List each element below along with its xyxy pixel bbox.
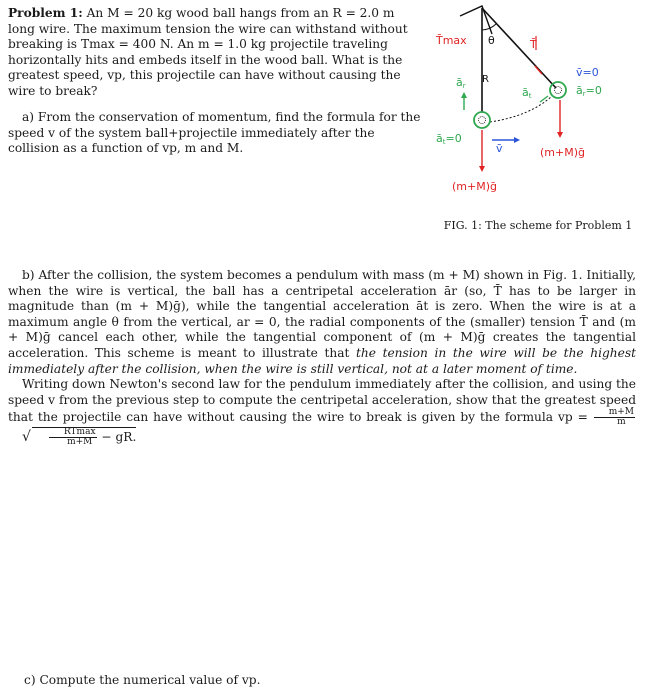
- at-zero-label: [436, 132, 462, 146]
- swung-wire: [482, 8, 556, 88]
- at-zero-value: =0: [445, 132, 462, 145]
- ceiling-support: [460, 6, 492, 34]
- ar-zero-symbol: ā: [576, 84, 583, 97]
- part-c: c) Compute the numerical value of vp.: [24, 673, 261, 687]
- part-b-paragraph-2: [8, 377, 636, 447]
- at-label: [522, 86, 532, 100]
- problem-title: Problem 1:: [8, 6, 83, 20]
- v-vec-label: v̄: [496, 142, 503, 155]
- part-b-emphasis: the tension in the wire will be the highest immediately after the collision, when the wire is still vertical, not at a later moment of time.: [8, 345, 637, 376]
- at-zero-symbol: ā: [436, 132, 443, 145]
- formula-coefficient: [594, 408, 635, 427]
- theta-label: θ: [488, 34, 495, 47]
- part-b-text-2: Writing down Newton's second law for the pendulum immediately after the collision, and using the speed v from the previous step to compute the centripetal acceleration, show that the greatest speed that the projectile can have without causing the wire to break is given by the formula vp =: [8, 377, 636, 425]
- ar-subscript: r: [462, 82, 466, 90]
- sqrt-symbol: √: [22, 428, 31, 445]
- mg-label-swung: (m+M)ḡ: [540, 146, 585, 159]
- ball-swung: [550, 82, 566, 98]
- r-label: R: [482, 74, 489, 85]
- t-vec-label: T̄: [530, 38, 537, 51]
- sqrt-body: [32, 427, 136, 447]
- part-a: a) From the conservation of momentum, find the formula for the speed v of the system ball+projectile immediately after the collision as a function of vp, m and M.: [8, 110, 421, 156]
- part-b-text: b) After the collision, the system becomes a pendulum with mass (m + M) shown in Fig. 1. Initially, when the wire is vertical, the ball has a centripetal acceleration ār (so, T̄ has to be larger in magnitude than (m + M)ḡ), while the tangential acceleration āt is zero. When the wire is at a maximum angle θ from the vertical, ar = 0, the radial components of the (smaller) tension T̄ and (m + M)ḡ cancel each other, while the tangential component of (m + M)ḡ creates the tangential acceleration. This scheme is meant to illustrate that: [8, 268, 636, 360]
- ar-symbol: ā: [456, 76, 463, 89]
- weight-arrowhead-swung: [557, 132, 563, 138]
- tmax-label: T̄max: [436, 34, 467, 47]
- ball-bottom: [474, 112, 490, 128]
- mg-label-bottom: (m+M)ḡ: [452, 180, 497, 193]
- inner-numerator: RTmax: [49, 428, 97, 438]
- coef-denominator: m: [617, 417, 626, 428]
- formula-inner: [49, 428, 97, 447]
- problem-statement: [8, 6, 424, 100]
- at-zero-subscript: t: [442, 138, 446, 146]
- figure-caption: FIG. 1: The scheme for Problem 1: [443, 219, 633, 232]
- tension-arrow: [535, 66, 542, 74]
- weight-arrowhead-bottom: [479, 166, 485, 172]
- problem-intro: An M = 20 kg wood ball hangs from an R = 2.0 m long wire. The maximum tension the wire can withstand without breaking is Tmax = 400 N. An m = 1.0 kg projectile traveling horizontally hits and embeds itself in the wood ball. What is the greatest speed, vp, this projectile can have without causing the wire to break?: [8, 6, 408, 98]
- ar-zero-label: [576, 84, 602, 98]
- at-symbol: ā: [522, 86, 529, 99]
- inner-denominator: m+M: [67, 437, 93, 448]
- ar-arrowhead: [461, 92, 467, 98]
- formula-tail: − gR.: [101, 430, 137, 445]
- v-zero-label: v̄=0: [576, 66, 599, 79]
- coef-numerator: m+M: [594, 408, 635, 418]
- part-b: [8, 268, 636, 447]
- velocity-arrowhead: [514, 137, 520, 143]
- pendulum-figure: [430, 4, 640, 214]
- at-arrow: [540, 96, 548, 102]
- ar-label: [456, 76, 466, 90]
- at-subscript: t: [528, 92, 532, 100]
- ar-zero-subscript: r: [582, 90, 586, 98]
- part-b-paragraph-1: [8, 268, 636, 377]
- ar-zero-value: =0: [585, 84, 602, 97]
